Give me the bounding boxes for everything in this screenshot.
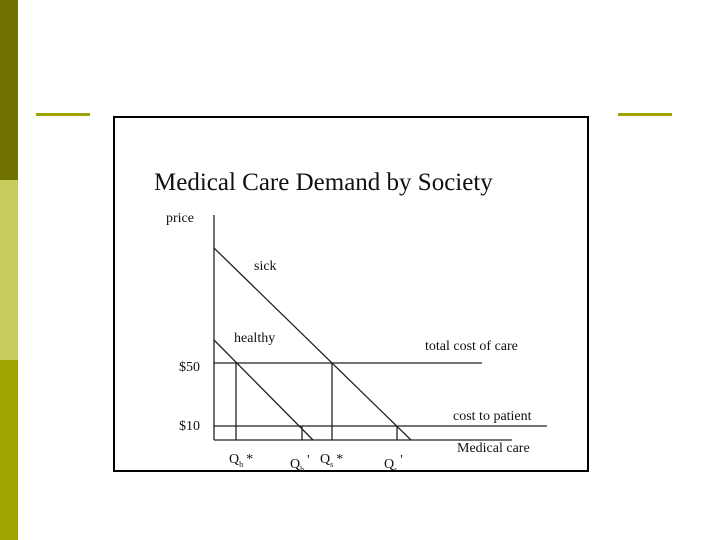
price-label-10: $10 — [179, 419, 200, 434]
accent-line-left — [36, 113, 90, 116]
q-label-s-star: $Q_s$ * — [320, 452, 344, 469]
q-label-h-star: $Q_h$ * — [229, 452, 254, 469]
accent-line-right — [618, 113, 672, 116]
healthy-demand-curve — [214, 340, 313, 440]
side-bar-top — [0, 0, 18, 180]
figure-title: Medical Care Demand by Society — [154, 169, 493, 196]
healthy-curve-label: healthy — [234, 331, 276, 346]
demand-diagram — [115, 118, 591, 474]
sick-curve-label: sick — [254, 259, 277, 274]
figure-frame — [113, 116, 589, 472]
x-axis-label: Medical care — [457, 441, 530, 456]
patient-cost-label: cost to patient — [453, 409, 532, 424]
price-label-50: $50 — [179, 360, 200, 375]
side-bar-bottom — [0, 360, 18, 540]
side-bar-middle — [0, 180, 18, 360]
total-cost-label: total cost of care — [425, 339, 518, 354]
q-label-h-prime: $Q_h'$ — [290, 453, 310, 474]
y-axis-label: price — [166, 211, 194, 226]
q-label-s-prime: $Q_s'$ — [384, 453, 403, 474]
